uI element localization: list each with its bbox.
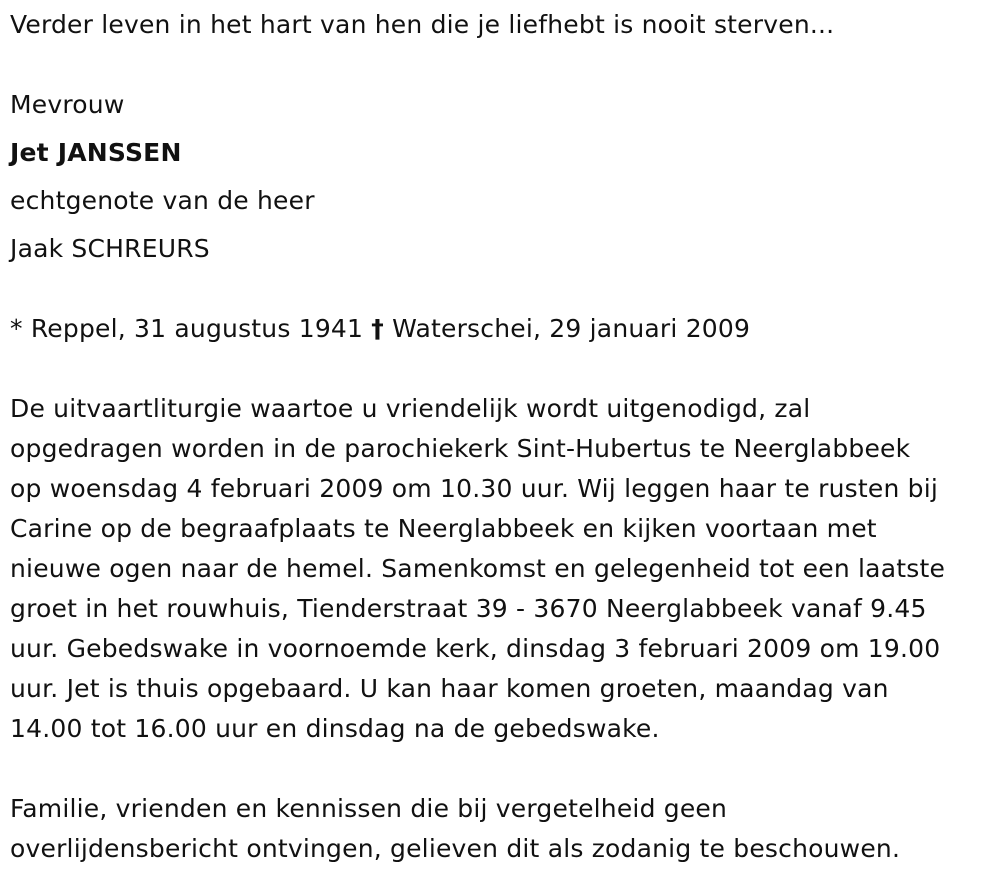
life-dates <box>10 314 750 344</box>
funeral-line: Carine op de begraafplaats te Neerglabbeek en kijken voortaan met <box>10 514 877 543</box>
funeral-line: nieuwe ogen naar de hemel. Samenkomst en gelegenheid tot een laatste <box>10 554 946 583</box>
funeral-line: groet in het rouwhuis, Tienderstraat 39 - 3670 Neerglabbeek vanaf 9.45 <box>10 594 927 623</box>
funeral-line: uur. Jet is thuis opgebaard. U kan haar komen groeten, maandag van <box>10 674 889 703</box>
funeral-details <box>10 389 995 749</box>
closing-note <box>10 789 995 869</box>
honorific: Mevrouw <box>10 90 125 119</box>
funeral-line: uur. Gebedswake in voornoemde kerk, dinsdag 3 februari 2009 om 19.00 <box>10 634 941 663</box>
motto: Verder leven in het hart van hen die je liefhebt is nooit sterven... <box>10 10 835 39</box>
funeral-line: opgedragen worden in de parochiekerk Sint-Hubertus te Neerglabbeek <box>10 434 911 463</box>
spouse-name: Jaak SCHREURS <box>10 234 210 263</box>
deceased-name: Jet JANSSEN <box>10 138 182 167</box>
death-info: Waterschei, 29 januari 2009 <box>392 314 751 343</box>
relation: echtgenote van de heer <box>10 186 315 215</box>
funeral-line: 14.00 tot 16.00 uur en dinsdag na de gebedswake. <box>10 714 660 743</box>
funeral-line: op woensdag 4 februari 2009 om 10.30 uur. Wij leggen haar te rusten bij <box>10 474 939 503</box>
closing-line: Familie, vrienden en kennissen die bij vergetelheid geen <box>10 794 728 823</box>
closing-line: overlijdensbericht ontvingen, gelieven dit als zodanig te beschouwen. <box>10 834 901 863</box>
cross-icon: † <box>371 314 384 343</box>
birth-info: * Reppel, 31 augustus 1941 <box>10 314 364 343</box>
funeral-line: De uitvaartliturgie waartoe u vriendelijk wordt uitgenodigd, zal <box>10 394 811 423</box>
